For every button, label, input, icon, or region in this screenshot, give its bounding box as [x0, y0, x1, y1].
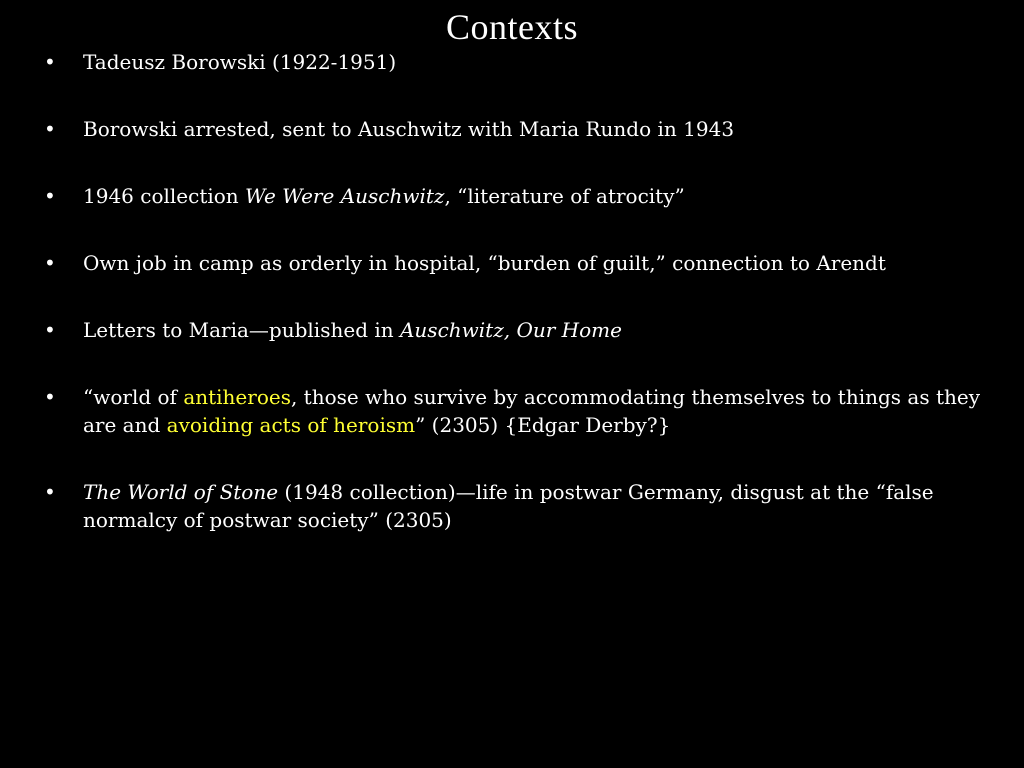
bullet-list	[44, 48, 994, 573]
book-title: We Were Auschwitz	[245, 184, 445, 208]
bullet-item-3	[44, 182, 994, 210]
bullet-text: Borowski arrested, sent to Auschwitz with Maria Rundo in 1943	[83, 117, 735, 141]
bullet-text: “world of	[83, 385, 184, 409]
bullet-item-5	[44, 316, 994, 344]
bullet-item-4	[44, 249, 994, 277]
bullet-text: Tadeusz Borowski (1922-1951)	[83, 50, 397, 74]
bullet-text: , “literature of atrocity”	[444, 184, 685, 208]
book-title: Auschwitz, Our Home	[399, 318, 622, 342]
bullet-text: ” (2305) {Edgar Derby?}	[415, 413, 671, 437]
bullet-text: , those who survive by accommodating themselves to things as they are and	[83, 385, 981, 437]
bullet-item-7	[44, 478, 994, 534]
bullet-text: 1946 collection	[83, 184, 246, 208]
slide-title: Contexts	[445, 7, 578, 47]
bullet-text: (1948 collection)—life in postwar Germany, disgust at the “false normalcy of postwar society” (2305)	[83, 480, 934, 532]
bullet-text: Letters to Maria—published in	[83, 318, 400, 342]
bullet-item-2	[44, 115, 994, 143]
book-title: The World of Stone	[83, 480, 279, 504]
bullet-item-1	[44, 48, 994, 76]
highlighted-text: antiheroes	[183, 385, 291, 409]
bullet-text: Own job in camp as orderly in hospital, “burden of guilt,” connection to Arendt	[83, 251, 886, 275]
highlighted-text: avoiding acts of heroism	[166, 413, 416, 437]
bullet-item-6	[44, 383, 994, 439]
